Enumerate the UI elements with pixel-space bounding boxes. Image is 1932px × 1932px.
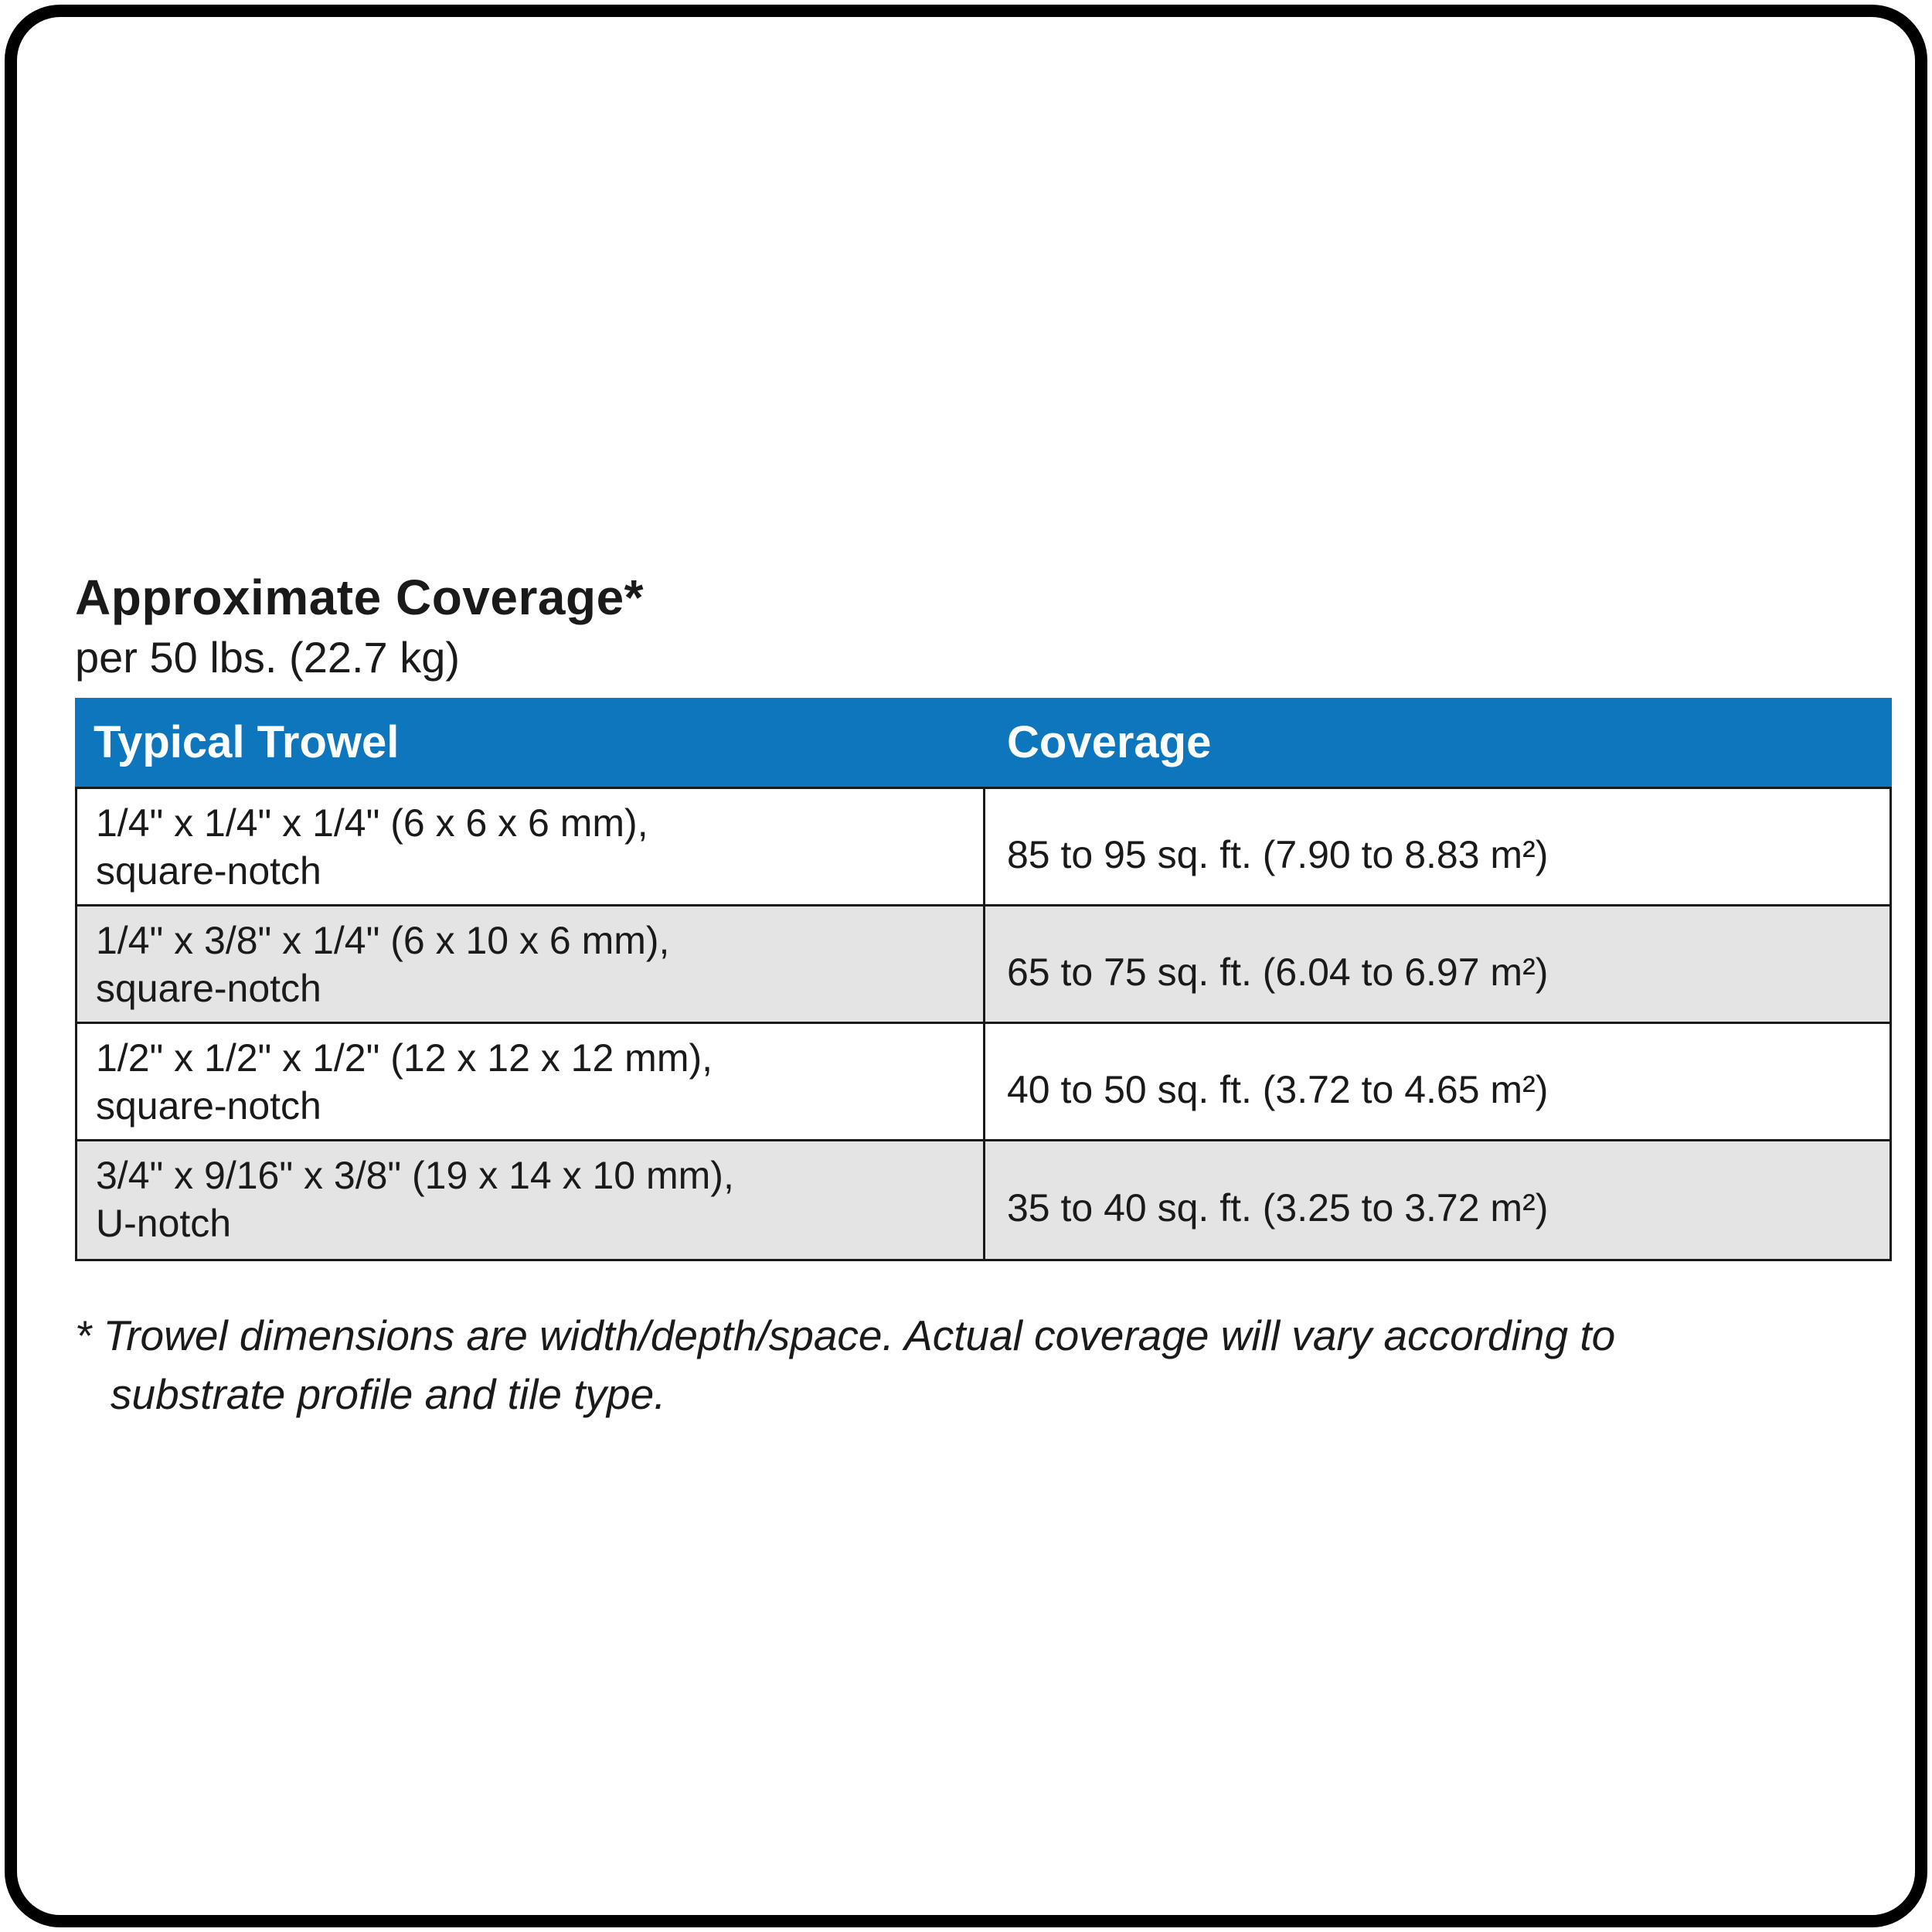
coverage-cell xyxy=(985,789,1889,904)
section-title: Approximate Coverage* xyxy=(75,570,645,625)
table-header-row xyxy=(75,698,1892,787)
trowel-cell xyxy=(77,1141,985,1259)
coverage-value: 65 to 75 sq. ft. (6.04 to 6.97 m²) xyxy=(1007,950,1549,994)
notch-type: square-notch xyxy=(96,1084,321,1128)
coverage-value: 85 to 95 sq. ft. (7.90 to 8.83 m²) xyxy=(1007,832,1549,876)
footnote-line-1: * Trowel dimensions are width/depth/space. Actual coverage will vary according to xyxy=(75,1311,1616,1359)
trowel-cell xyxy=(77,1024,985,1139)
footnote xyxy=(75,1306,1932,1423)
column-header-coverage: Coverage xyxy=(1007,717,1212,767)
table-row xyxy=(77,906,1889,1024)
trowel-dimensions: 3/4" x 9/16" x 3/8" (19 x 14 x 10 mm), xyxy=(96,1154,734,1197)
table-row xyxy=(77,789,1889,906)
notch-type: square-notch xyxy=(96,967,321,1010)
coverage-section xyxy=(75,570,1892,1423)
document-card xyxy=(5,5,1927,1927)
notch-type: square-notch xyxy=(96,849,321,893)
coverage-value: 35 to 40 sq. ft. (3.25 to 3.72 m²) xyxy=(1007,1186,1549,1230)
section-subtitle: per 50 lbs. (22.7 kg) xyxy=(75,633,461,682)
coverage-cell xyxy=(985,1141,1889,1259)
trowel-dimensions: 1/2" x 1/2" x 1/2" (12 x 12 x 12 mm), xyxy=(96,1036,713,1080)
footnote-line-2: substrate profile and tile type. xyxy=(111,1370,666,1418)
trowel-dimensions: 1/4" x 3/8" x 1/4" (6 x 10 x 6 mm), xyxy=(96,919,670,962)
coverage-cell xyxy=(985,1024,1889,1139)
coverage-cell xyxy=(985,906,1889,1022)
coverage-table xyxy=(75,698,1892,1261)
table-row xyxy=(77,1024,1889,1141)
table-body xyxy=(75,787,1892,1261)
trowel-cell xyxy=(77,906,985,1022)
column-header-typical-trowel: Typical Trowel xyxy=(94,717,400,767)
table-row xyxy=(77,1141,1889,1259)
trowel-dimensions: 1/4" x 1/4" x 1/4" (6 x 6 x 6 mm), xyxy=(96,801,648,845)
trowel-cell xyxy=(77,789,985,904)
notch-type: U-notch xyxy=(96,1202,232,1245)
coverage-value: 40 to 50 sq. ft. (3.72 to 4.65 m²) xyxy=(1007,1067,1549,1111)
